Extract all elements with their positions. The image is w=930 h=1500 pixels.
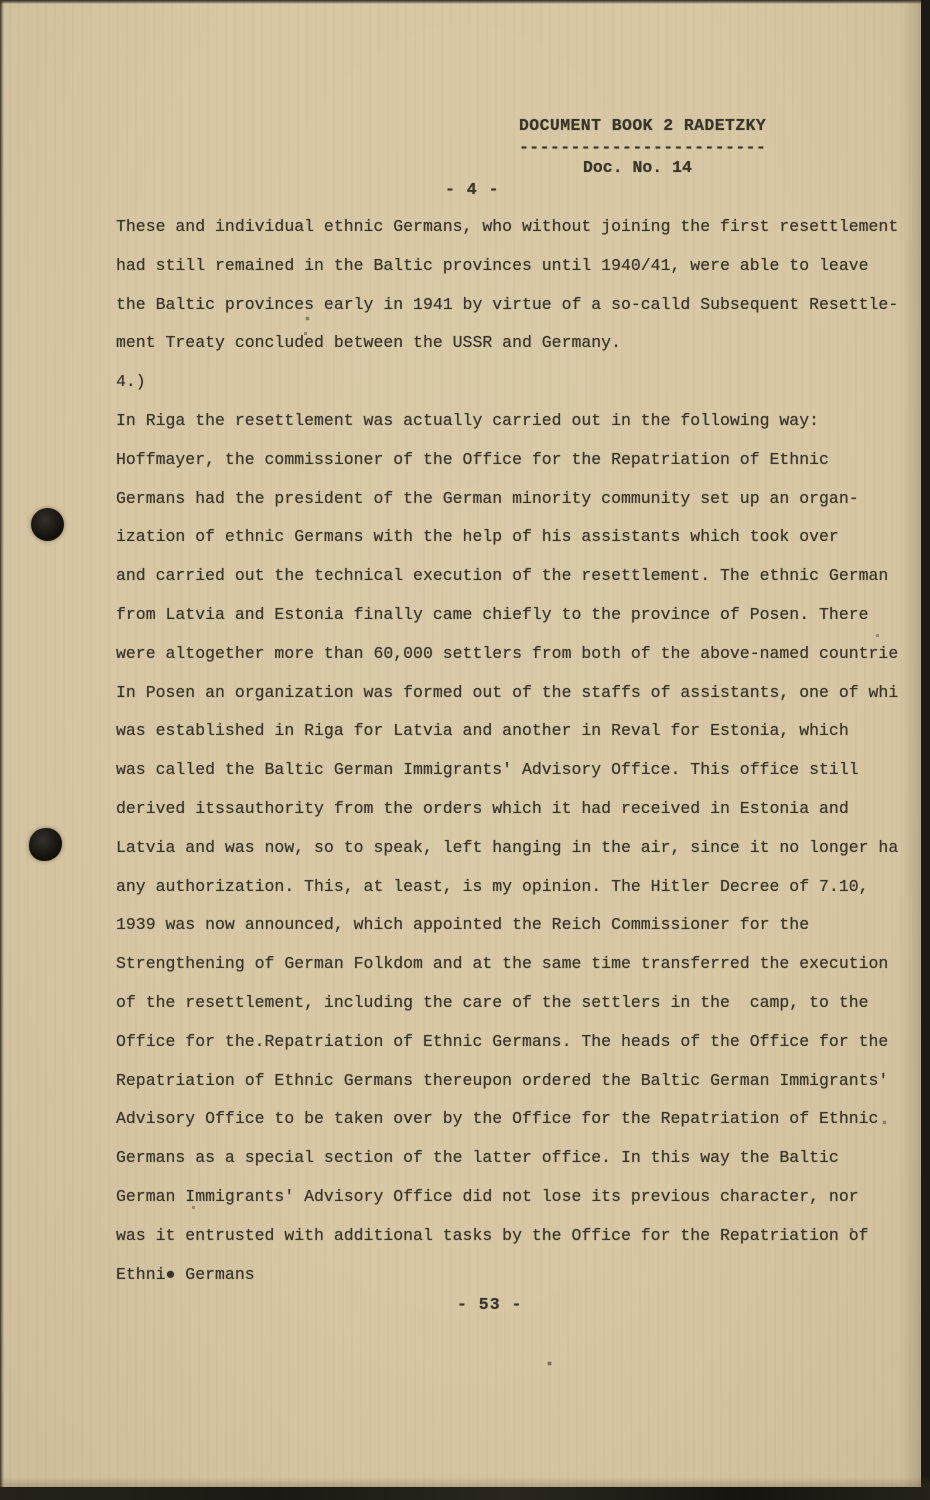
document-text-line: derived itssauthority from the orders which it had received in Estonia and: [116, 798, 849, 818]
document-text-line: was it entrusted with additional tasks by the Office for the Repatriation of: [116, 1225, 869, 1245]
page-number-top: - 4 -: [445, 180, 500, 199]
document-text-line: Latvia and was now, so to speak, left hanging in the air, since it no longer ha: [116, 837, 899, 857]
document-text-line: Ethni● Germans: [116, 1264, 255, 1284]
document-text-line: 1939 was now announced, which appointed the Reich Commissioner for the: [116, 915, 810, 935]
document-text-line: any authorization. This, at least, is my opinion. The Hitler Decree of 7.10,: [116, 876, 869, 896]
page-left-edge: [0, 0, 4, 1500]
document-text-line: Repatriation of Ethnic Germans thereupon ordered the Baltic German Immigrants': [116, 1070, 889, 1090]
page-top-edge: [0, 0, 930, 4]
document-text-line: had still remained in the Baltic provinces until 1940/41, were able to leave: [116, 255, 869, 275]
document-text-line: Germans as a special section of the latter office. In this way the Baltic: [116, 1148, 839, 1168]
document-text-line: ment Treaty concluded between the USSR and Germany.: [116, 333, 621, 353]
document-text-line: Advisory Office to be taken over by the Office for the Repatriation of Ethnic: [116, 1109, 879, 1129]
document-body: [116, 208, 930, 1294]
document-book-title: DOCUMENT BOOK 2 RADETZKY: [519, 116, 767, 135]
document-text-line: These and individual ethnic Germans, who without joining the first resettlement: [116, 217, 899, 236]
page-bottom-edge: [0, 1487, 930, 1500]
document-text-line: was established in Riga for Latvia and another in Reval for Estonia, which: [116, 721, 849, 741]
page-bottom-edge-shadow: [0, 1477, 930, 1487]
document-number: Doc. No. 14: [583, 158, 692, 177]
document-text-line: of the resettlement, including the care of the settlers in the camp, to the: [116, 992, 869, 1012]
document-text-line: ization of ethnic Germans with the help of his assistants which took over: [116, 527, 839, 547]
page-number-bottom: - 53 -: [457, 1295, 523, 1314]
document-text-line: In Riga the resettlement was actually carried out in the following way:: [116, 410, 820, 430]
document-text-line: German Immigrants' Advisory Office did not lose its previous character, nor: [116, 1186, 859, 1206]
document-text-line: were altogether more than 60,000 settlers from both of the above-named countrie: [116, 643, 899, 663]
document-text-line: Germans had the president of the German minority community set up an organ-: [116, 488, 859, 508]
hole-punch-bottom: [29, 828, 62, 861]
header-dashed-divider: ------------------------: [519, 138, 767, 157]
hole-punch-top: [31, 508, 64, 541]
document-text-line: and carried out the technical execution of the resettlement. The ethnic German: [116, 566, 889, 586]
document-text-line: Strengthening of German Folkdom and at the same time transferred the execution: [116, 954, 889, 974]
paper-specks: [0, 0, 1, 1]
document-text-line: In Posen an organization was formed out of the staffs of assistants, one of whi: [116, 682, 899, 702]
document-text-line: the Baltic provinces early in 1941 by virtue of a so-calld Subsequent Resettle-: [116, 294, 899, 314]
document-text-line: was called the Baltic German Immigrants' Advisory Office. This office still: [116, 760, 859, 780]
document-text-line: 4.): [116, 372, 146, 392]
document-text-line: Office for the.Repatriation of Ethnic Germans. The heads of the Office for the: [116, 1031, 889, 1051]
document-text-line: Hoffmayer, the commissioner of the Office for the Repatriation of Ethnic: [116, 449, 829, 469]
document-text-line: from Latvia and Estonia finally came chiefly to the province of Posen. There: [116, 604, 869, 624]
